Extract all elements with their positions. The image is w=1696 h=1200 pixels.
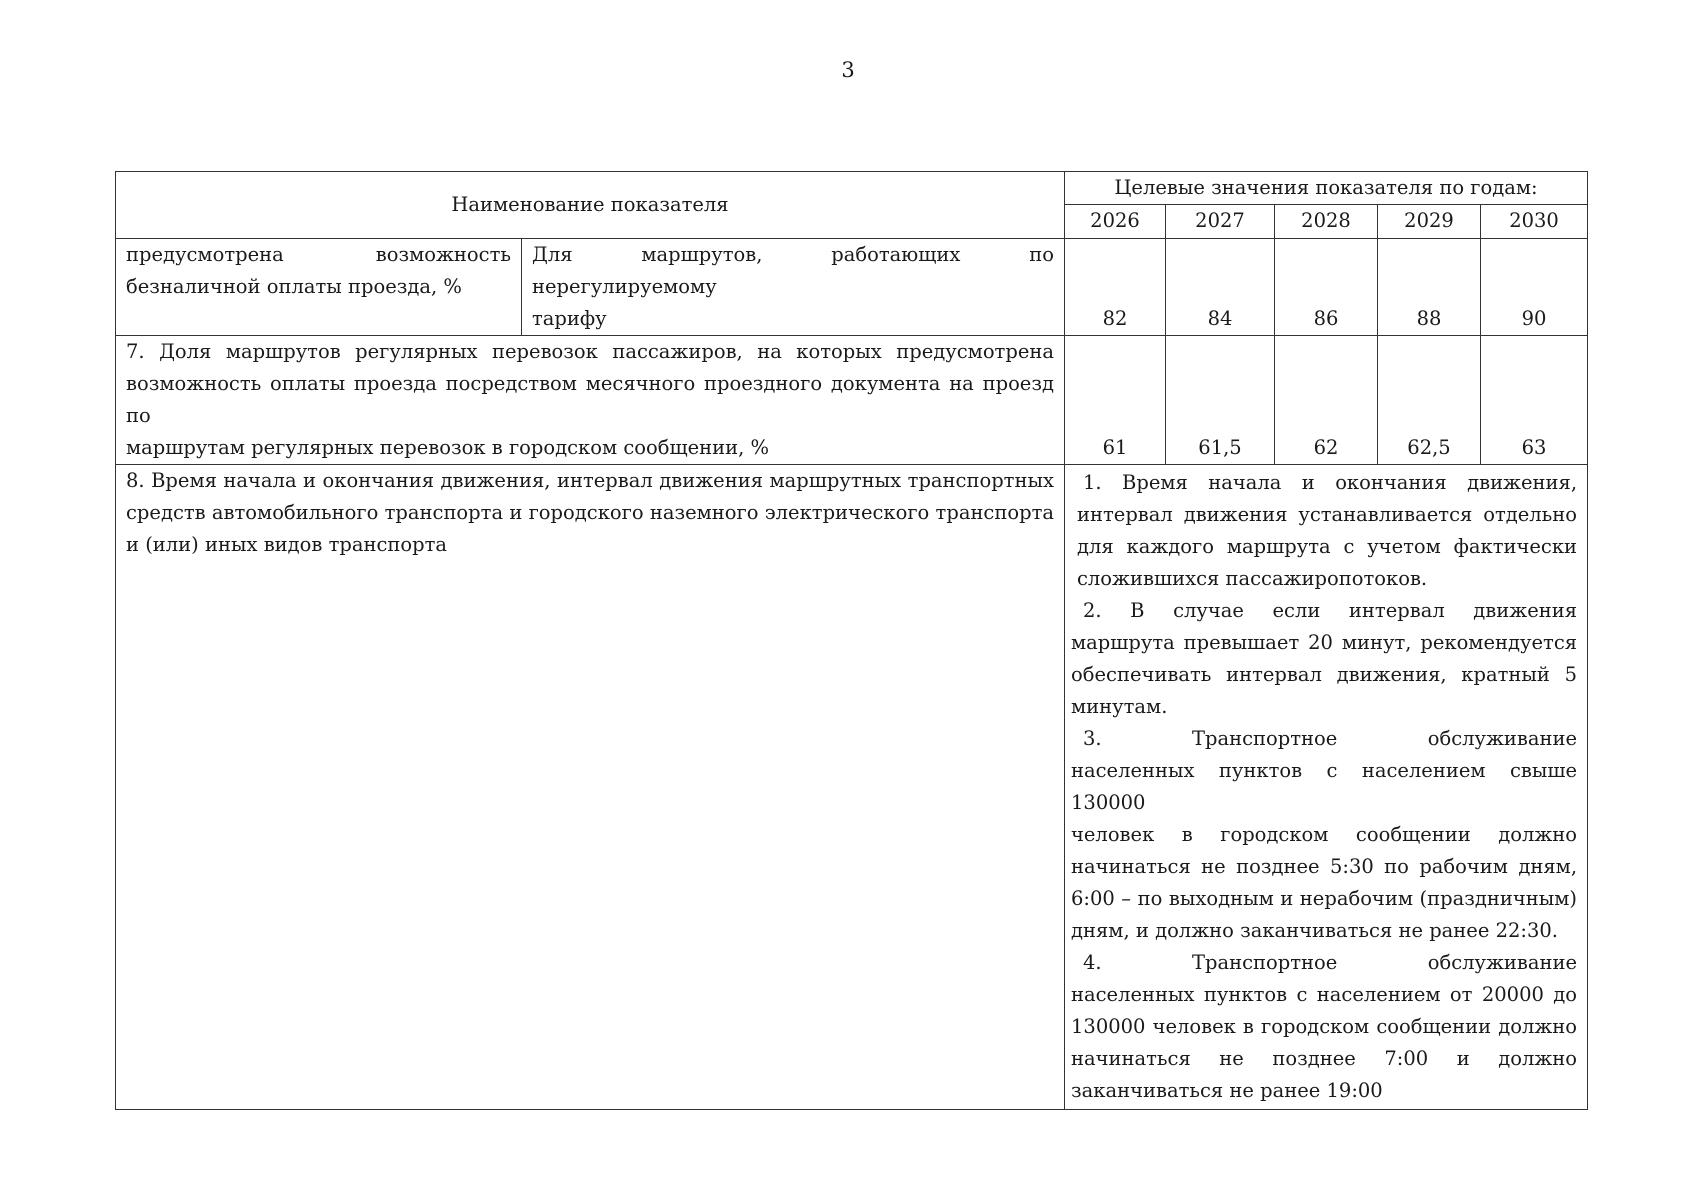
note-line: 130000 человек в городском сообщении должно (1071, 1015, 1578, 1038)
note-line: заканчиваться не ранее 19:00 (1071, 1079, 1383, 1102)
note-line: сложившихся пассажиропотоков. (1077, 567, 1428, 590)
value-cell: 86 (1275, 239, 1378, 336)
indicator-name-line: безналичной оплаты проезда, % (126, 275, 462, 298)
table-row (116, 239, 1588, 336)
indicator-name-line: 8. Время начала и окончания движения, интервал движения маршрутных транспортных (126, 469, 1054, 492)
indicator-name-line: средств автомобильного транспорта и городского наземного электрического транспорта (126, 501, 1054, 524)
indicator-name-cell (116, 239, 522, 336)
note-line: начинаться не позднее 7:00 и должно (1071, 1047, 1578, 1070)
note-4 (1071, 947, 1577, 1107)
note-line: 4. Транспортное обслуживание (1083, 951, 1578, 974)
note-2 (1071, 595, 1577, 723)
note-line: 1. Время начала и окончания движения, (1083, 471, 1578, 494)
value-cell: 61 (1065, 336, 1166, 465)
table-row (116, 336, 1588, 465)
header-target-values: Целевые значения показателя по годам: (1065, 172, 1588, 205)
value-cell: 62,5 (1378, 336, 1481, 465)
indicator-name-line: маршрутам регулярных перевозок в городском сообщении, % (126, 436, 770, 459)
header-indicator-name: Наименование показателя (116, 172, 1065, 239)
indicator-name-line: возможность оплаты проезда посредством месячного проездного документа на проезд по (126, 372, 1054, 427)
indicator-name-cell (116, 336, 1065, 465)
value-cell: 63 (1481, 336, 1588, 465)
header-year: 2026 (1065, 205, 1166, 239)
note-line: человек в городском сообщении должно (1071, 823, 1578, 846)
value-cell: 88 (1378, 239, 1481, 336)
indicator-name-line: и (или) иных видов транспорта (126, 533, 448, 556)
header-year: 2027 (1166, 205, 1275, 239)
note-line: маршрута превышает 20 минут, рекомендуется (1071, 631, 1578, 654)
value-cell: 61,5 (1166, 336, 1275, 465)
value-cell: 90 (1481, 239, 1588, 336)
header-year: 2030 (1481, 205, 1588, 239)
note-line: обеспечивать интервал движения, кратный 5 (1071, 663, 1578, 686)
indicator-subcategory-cell (522, 239, 1065, 336)
note-line: 3. Транспортное обслуживание (1083, 727, 1578, 750)
indicator-name-line: 7. Доля маршрутов регулярных перевозок пассажиров, на которых предусмотрена (126, 340, 1054, 363)
note-line: начинаться не позднее 5:30 по рабочим дням, (1071, 855, 1578, 878)
value-cell: 84 (1166, 239, 1275, 336)
header-row (116, 172, 1588, 205)
note-line: для каждого маршрута с учетом фактически (1077, 535, 1578, 558)
page-number: 3 (841, 58, 855, 82)
indicator-name-cell (116, 465, 1065, 1110)
header-year: 2029 (1378, 205, 1481, 239)
value-cell: 82 (1065, 239, 1166, 336)
note-line: минутам. (1071, 695, 1168, 718)
value-cell: 62 (1275, 336, 1378, 465)
note-line: интервал движения устанавливается отдельно (1077, 503, 1578, 526)
notes-cell (1065, 465, 1588, 1110)
subcategory-line: тарифу (532, 307, 607, 330)
note-3 (1071, 723, 1577, 947)
header-year: 2028 (1275, 205, 1378, 239)
table-row (116, 465, 1588, 1110)
indicator-name-line: предусмотрена возможность (126, 243, 511, 266)
note-1 (1071, 467, 1577, 595)
subcategory-line: Для маршрутов, работающих по нерегулируемому (532, 243, 1054, 298)
note-line: дням, и должно заканчиваться не ранее 22:30. (1071, 919, 1558, 942)
note-line: 6:00 – по выходным и нерабочим (праздничным) (1071, 887, 1578, 910)
indicators-table (115, 171, 1588, 1110)
note-line: населенных пунктов с населением от 20000 до (1071, 983, 1578, 1006)
note-line: 2. В случае если интервал движения (1083, 599, 1578, 622)
note-line: населенных пунктов с населением свыше 130000 (1071, 759, 1578, 814)
